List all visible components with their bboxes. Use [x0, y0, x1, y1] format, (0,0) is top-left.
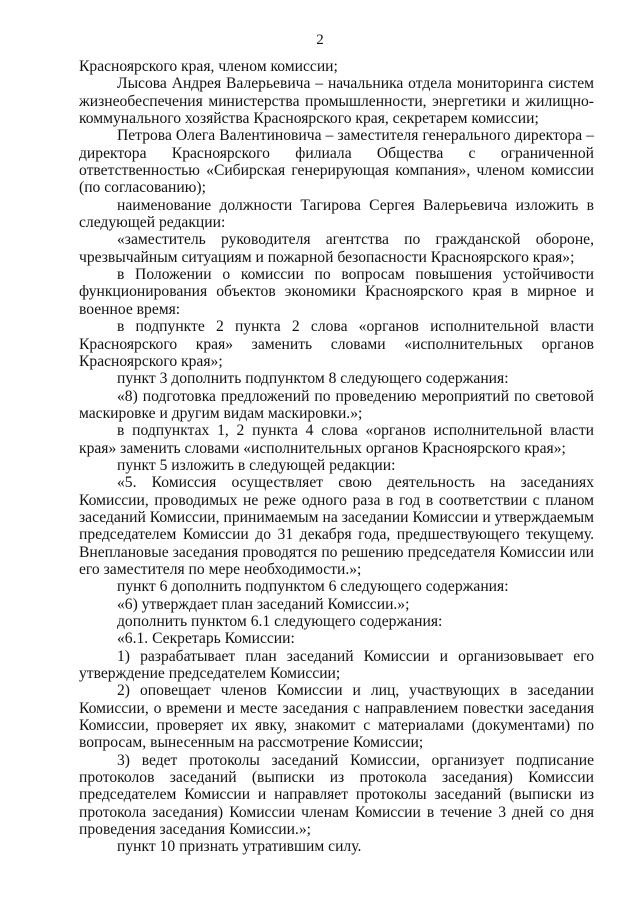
paragraph: 2) оповещает членов Комиссии и лиц, участвующих в заседании Комиссии, о времени и месте заседания с направлением повестки заседания Комиссии, проверяет их явку, знакомит с материалами (документами) по вопросам, вынесенным на рассмотрение Комиссии; — [79, 682, 594, 752]
paragraph: 1) разрабатывает план заседаний Комиссии и организовывает его утверждение председателем Комиссии; — [79, 647, 594, 683]
paragraph: пункт 10 признать утратившим силу. — [117, 838, 362, 856]
paragraph: «заместитель руководителя агентства по гражданской обороне, чрезвычайным ситуациям и пожарной безопасности Красноярского края»; — [79, 231, 594, 266]
paragraph: пункт 3 дополнить подпунктом 8 следующего содержания: — [117, 370, 509, 388]
paragraph: Петрова Олега Валентиновича – заместителя генерального директора – директора Красноярского филиала Общества с ограниченной ответственностью «Сибирская генерирующая компания», членом комиссии (по согласованию); — [79, 127, 594, 197]
paragraph: «5. Комиссия осуществляет свою деятельность на заседаниях Комиссии, проводимых не реже одного раза в год в соответствии с планом заседаний Комиссии, принимаемым на заседании Комиссии и утверждаемым председателем Комиссии до 31 декабря года, предшествующего текущему. Внеплановые заседания проводятся по решению председателя Комиссии или его заместителя по мере необходимости.»; — [79, 474, 594, 578]
paragraph: дополнить пунктом 6.1 следующего содержания: — [117, 613, 443, 630]
paragraph: Лысова Андрея Валерьевича – начальника отдела мониторинга систем жизнеобеспечения министерства промышленности, энергетики и жилищно-коммунального хозяйства Красноярского края, секретарем комиссии; — [79, 75, 594, 128]
paragraph: в Положении о комиссии по вопросам повышения устойчивости функционирования объектов экономики Красноярского края в мирное и военное время: — [79, 266, 594, 318]
paragraph: «8) подготовка предложений по проведению мероприятий по световой маскировке и другим видам маскировки.»; — [79, 387, 594, 422]
paragraph: в подпункте 2 пункта 2 слова «органов исполнительной власти Красноярского края» заменить словами «исполнительных органов Красноярского края»; — [79, 318, 594, 370]
paragraph: «6) утверждает план заседаний Комиссии.»; — [117, 595, 410, 613]
paragraph: 3) ведет протоколы заседаний Комиссии, организует подписание протоколов заседаний (выписки из протокола заседания) Комиссии председателем Комиссии и направляет протоколы заседаний (выписки из протокола заседания) Комиссии членам Комиссии в течение 3 дней со дня проведения заседания Комиссии.»; — [79, 751, 594, 839]
page-number: 2 — [316, 32, 324, 48]
paragraph: пункт 5 изложить в следующей редакции: — [117, 456, 396, 474]
paragraph: «6.1. Секретарь Комиссии: — [117, 630, 295, 648]
paragraph: Красноярского края, членом комиссии; — [79, 58, 338, 75]
paragraph: пункт 6 дополнить подпунктом 6 следующего содержания: — [117, 578, 509, 596]
paragraph: наименование должности Тагирова Сергея Валерьевича изложить в следующей редакции: — [79, 196, 594, 232]
paragraph: в подпунктах 1, 2 пункта 4 слова «органов исполнительной власти края» заменить словами «исполнительных органов Красноярского края»; — [79, 422, 594, 457]
document-body — [79, 58, 594, 856]
